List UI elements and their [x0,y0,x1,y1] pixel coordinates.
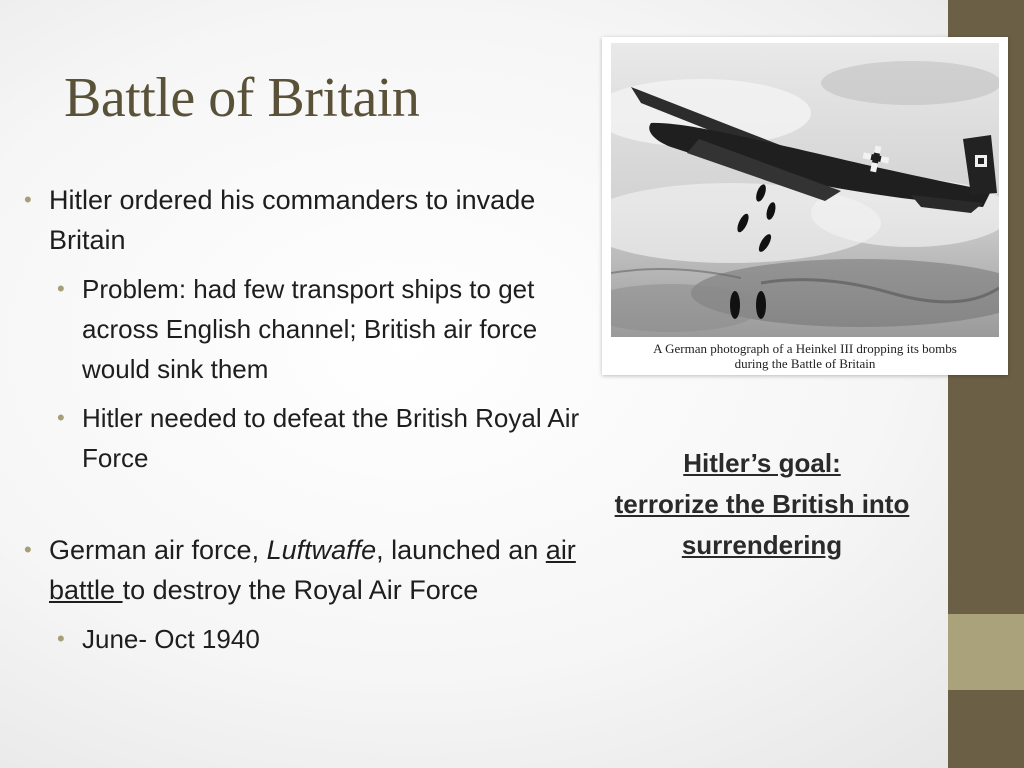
caption-line: during the Battle of Britain [734,356,876,371]
bullet-item [24,530,604,610]
sub-bullet-text: Hitler needed to defeat the British Royal Air Force [82,403,580,473]
bullet-item [24,180,604,260]
sub-bullet-item [24,398,604,478]
photo-caption [602,341,1008,371]
sub-bullet-text: June- Oct 1940 [82,624,260,654]
goal-heading: Hitler’s goal: [683,448,841,478]
bullet-icon: • [57,276,65,301]
sub-bullet-item [24,269,604,389]
sub-bullet-item [24,619,604,659]
bullet-text-part: to destroy the Royal Air Force [122,575,479,605]
goal-text-line: terrorize the British into [614,489,910,519]
luftwaffe-term: Luftwaffe [266,535,377,565]
bullet-icon: • [57,405,65,430]
hitler-goal-callout [585,443,939,566]
bullet-text-part: , launched an [376,535,546,565]
bullet-text-part: German air force, [49,535,267,565]
slide-title: Battle of Britain [64,67,420,129]
caption-line: A German photograph of a Heinkel III dropping its bombs [653,341,957,356]
sidebar-accent-stripe [948,614,1024,690]
bullet-text: Hitler ordered his commanders to invade Britain [49,185,536,255]
goal-text-line: surrendering [681,530,843,560]
heinkel-photo [602,37,1008,375]
bullet-icon: • [24,187,32,212]
air-battle-term: air battle [49,535,576,605]
bullet-icon: • [57,626,65,651]
bomber-plane-image [611,43,999,337]
bullet-icon: • [24,537,32,562]
sub-bullet-text: Problem: had few transport ships to get across English channel; British air force would sink them [82,274,538,384]
bullet-list [24,180,604,659]
